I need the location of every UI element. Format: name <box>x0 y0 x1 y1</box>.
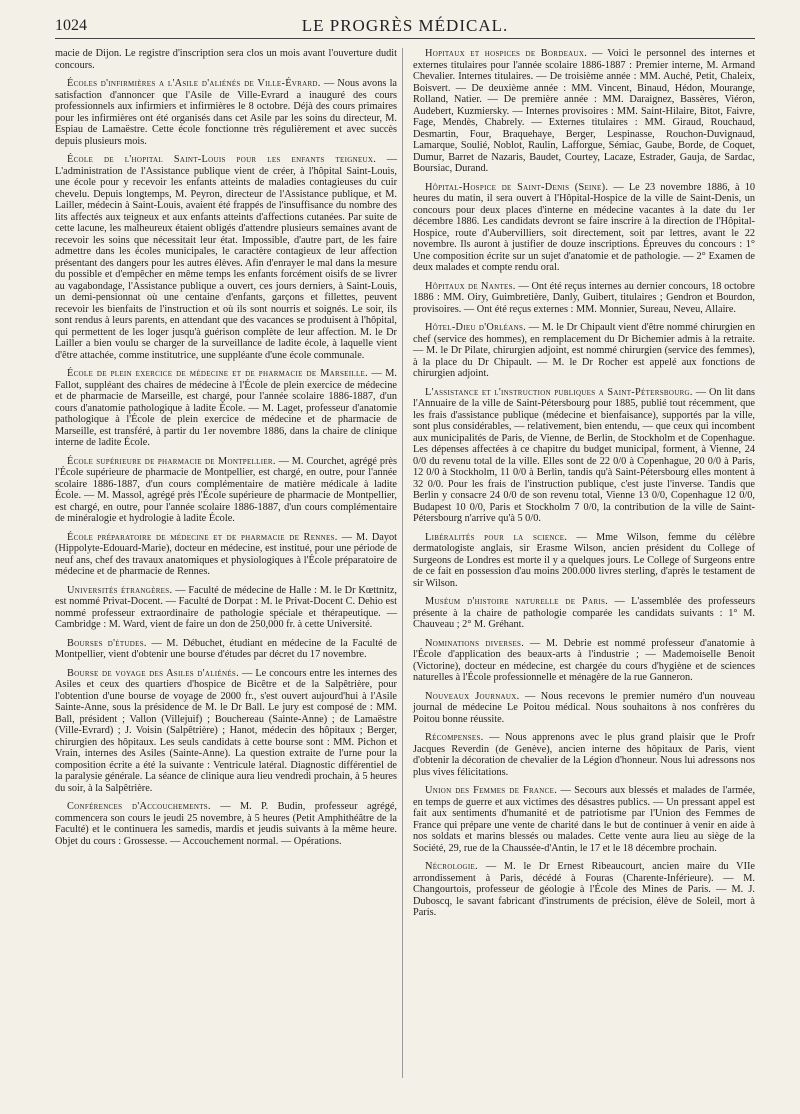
page-header <box>55 14 755 39</box>
article-paragraph <box>413 532 755 590</box>
left-column <box>55 48 397 854</box>
article-paragraph <box>413 732 755 778</box>
article-paragraph <box>55 668 397 795</box>
article-paragraph <box>55 368 397 449</box>
article-heading: Hôpitaux de Nantes. <box>425 280 516 292</box>
article-body: — Le 23 novembre 1886, à 10 heures du matin, il sera ouvert à l'Hôpital-Hospice de la ville de Saint-Denis, un concours pour deux places d'interne en médecine vacantes à la date du 1er décembre 1886. Les candidats devront se faire inscrire à la direction de l'Hôpital-Hospice, route d'Aubervilliers, soit directement, soit par lettres, avant le 22 novembre. Ils auront à justifier de douze inscriptions. Épreuves du concours : 1° Une composition écrite sur un sujet d'anatomie et de pathologie. — 2° Examen de deux malades et compte rendu oral. <box>413 181 756 273</box>
article-body: — Mme Wilson, femme du célèbre dermatologiste anglais, sir Erasme Wilson, ancien président du College of Surgeons de Londres est morte il y a quelques jours. Le College of Surgeons entre de ce fait en possession d'au moins 200.000 livres sterling, d'après le testament de sir Wilson. <box>413 531 755 589</box>
article-paragraph <box>55 532 397 578</box>
article-paragraph <box>55 78 397 147</box>
article-body: — On lit dans l'Annuaire de la ville de Saint-Pétersbourg pour 1885, publié tout récemment, que les frais d'assistance publique (médecine et bienfaisance), supportés par la ville, sont plus considérables, — relativement, bien entendu, — que ceux qui incombent aux municipalités de Paris, de Vienne, de Berlin, de Stockholm et de Copenhague. Les dépenses affectées à ce chapitre du budget municipal, forment, à Vienne, 24 0/0 du revenu total de la ville. Elles sont de 22 0/0 à Copenhague, 20 0/0 à Paris, 12 0/0 à Stockholm, 11 0/0 à Berlin, tandis qu'à Saint-Pétersbourg elles montent à 32 0/0. Pour les frais de l'instruction publique, c'est juste l'inverse. Tandis que Berlin y consacre 24 0/0 de son revenu total, Vienne 13 0/0, Copenhague 12 0/0, Budapest 10 0/0, Paris et Stockholm 7 0/0, la contribution de la ville de Saint-Pétersbourg n'arrive qu'à 5 0/0. <box>413 386 756 524</box>
article-paragraph <box>413 785 755 854</box>
article-body: — M. P. Budin, professeur agrégé, commencera son cours le jeudi 25 novembre, à 5 heures (Petit Amphithéâtre de la Faculté) et le continuera les samedis, mardis et jeudis suivants à la même heure. Objet du cours : Grossesse. — Accouchement normal. — Opérations. <box>55 801 398 847</box>
article-heading: Universités étrangères. <box>67 584 173 596</box>
article-body: — M. Debrie est nommé professeur d'anatomie à l'École d'application des beaux-arts à l'industrie ; — Mademoiselle Benoit (Victorine), docteur en médecine, est chargée du cours d'hygiène et de sciences naturelles à l'École professionnelle et ménagère de la rue Ganneron. <box>413 637 755 683</box>
article-heading: Nécrologie. <box>425 861 478 872</box>
article-heading: Libéralités pour la science. <box>425 531 568 543</box>
article-body: — L'administration de l'Assistance publique vient de créer, à l'hôpital Saint-Louis, une école pour y recevoir les enfants atteints de maladies contagieuses du cuir chevelu. Depuis longtemps, M. Peyron, directeur de l'Assistance publique, et M. Lailler, médecin à Saint-Louis, avaient été frappés de l'insuffisance du nombre des lits affectés aux teigneux et aux enfants atteints d'affections cutanées. Par suite de cette lacune, les malheureux étaient obligés d'attendre plusieurs semaines avant de recevoir les soins que nécessitait leur état. Impossible, d'autre part, de les faire admettre dans les écoles municipales, le caractère contagieux de leur affection présentant des dangers pour les autres élèves. Afin d'enrayer le mal dans la mesure du possible et d'empêcher en même temps les enfants forcément oisifs de se livrer au vagabondage, l'Assistance publique a ouvert, ces jours derniers, à Saint-Louis, un demi-pensionnat où une centaine d'enfants, garçons et fillettes, peuvent recevoir les bienfaits de l'instruction et où ils sont nourris et soignés. Le soir, ils sont rendus à leurs parents, en attendant que des vacances se produisent à l'hôpital, qui permettent de les loger jusqu'à guérison complète de leur affection. M. le Dr Lailler a bien voulu se charger de la surveillance de ladite école, à laquelle vient d'être attachée, comme institutrice, une suppléante d'une école communale. <box>55 154 397 361</box>
article-heading: Bourse de voyage des Asiles d'aliénés. <box>67 667 239 679</box>
article-heading: Écoles d'infirmières a l'Asile d'aliénés de Ville-Évrard. <box>67 78 321 89</box>
article-paragraph <box>55 638 397 661</box>
right-column <box>413 48 755 926</box>
article-body: — M. Débuchet, étudiant en médecine de la Faculté de Montpellier, vient d'obtenir une bourse d'études par décret du 17 novembre. <box>55 637 398 660</box>
article-body: — Le concours entre les internes des Asiles et ceux des quartiers d'hospice de Bicêtre et de la Salpêtrière, pour l'obtention d'une bourse de voyage de 2000 fr., s'est ouvert aujourd'hui à l'Asile Sainte-Anne, sous la présidence de M. le Dr Ball. Le jury est composé de : MM. Ball, président ; Vallon (Villejuif) ; Bouchereau (Sainte-Anne) ; de Lamaëstre (Ville-Evrard) ; J. Voisin (Salpêtrière) ; Hanot, médecin des hôpitaux ; Berger, chirurgien des hôpitaux. Les seuls candidats à cette bourse sont : MM. Pichon et Vrain, internes des Asiles (Sainte-Anne). La question extraite de l'urne pour la composition écrite a été la suivante : Ventricule latéral. Diagnostic différentiel de la paralysie générale. La séance de clinique aura lieu vendredi prochain, à 5 heures du soir, à la Salpêtrière. <box>55 667 398 794</box>
article-heading: Union des Femmes de France. <box>425 785 558 796</box>
article-paragraph <box>55 154 397 361</box>
article-body: — L'assemblée des professeurs présente à la chaire de pathologie comparée les candidats suivants : 1° M. Chauveau ; 2° M. Gréhant. <box>413 596 755 630</box>
article-paragraph <box>413 861 755 919</box>
page-number: 1024 <box>55 17 87 34</box>
article-heading: Récompenses. <box>425 732 484 743</box>
article-paragraph <box>413 281 755 316</box>
article-heading: Hôtel-Dieu d'Orléans. <box>425 322 527 333</box>
article-body: — M. le Dr Chipault vient d'être nommé chirurgien en chef (service des hommes), en remplacement du Dr Bichemier admis à la retraite. — M. le Dr Pilate, chirurgien adjoint, est nommé chirurgien (service des femmes), à la place du Dr Chipault. — M. le Dr Rocher est appelé aux fonctions de chirurgien adjoint. <box>413 322 755 379</box>
article-heading: École de l'hopital Saint-Louis pour les enfants teigneux. <box>67 154 377 165</box>
article-paragraph <box>413 691 755 726</box>
article-paragraph <box>413 182 755 274</box>
article-body: — Nous avons la satisfaction d'annoncer que l'Asile de Ville-Evrard a inauguré des cours professionnels aux infirmiers et infirmières le 8 octobre. Déjà des cours primaires pour les infirmières ont été organisés dans cet Asile par les soins du directeur, M. Espiau de Lamaëstre. Cette école fonctionne très régulièrement et avec succès depuis plusieurs mois. <box>55 78 398 147</box>
article-paragraph <box>413 387 755 525</box>
article-heading: École de plein exercice de médecine et de pharmacie de Marseille. <box>67 368 368 379</box>
article-heading: Hopitaux et hospices de Bordeaux. <box>425 48 588 59</box>
article-body: macie de Dijon. Le registre d'inscription sera clos un mois avant l'ouverture dudit concours. <box>55 48 397 71</box>
article-body: — Ont été reçus internes au dernier concours, 18 octobre 1886 : MM. Oiry, Guimbretière, Danly, Guibert, titulaires ; Gendron et Bourdon, provisoires. — Ont été reçus externes : MM. Monnier, Sureau, Neveu, Allaire. <box>413 280 755 315</box>
article-heading: Nominations diverses. <box>425 637 525 649</box>
article-body: — M. Fallot, suppléant des chaires de médecine à l'École de plein exercice de médecine et de pharmacie de Marseille, est chargé, pour l'année scolaire 1886-1887, d'un cours d'anatomie pathologique à ladite École. — M. Laget, professeur d'anatomie pathologique à l'École de plein exercice de médecine et de pharmacie de Marseille, est transféré, à partir du 1er novembre 1886, dans la chaire de clinique interne de ladite École. <box>55 368 397 448</box>
article-paragraph <box>413 638 755 684</box>
article-paragraph <box>55 801 397 847</box>
article-heading: Muséum d'histoire naturelle de Paris. <box>425 596 609 607</box>
article-body: — Nous recevons le premier numéro d'un nouveau journal de médecine Le Poitou médical. Nous souhaitons à nos confrères du Poitou bonne réussite. <box>413 690 756 725</box>
article-body: — Voici le personnel des internes et externes titulaires pour l'année scolaire 1886-1887 : Premier interne, M. Armand Chevalier. Internes titulaires. — De troisième année : MM. Auché, Petit, Chaleix, Boisvert. — De deuxième année : MM. Vincent, Binaud, Hédon, Mourange, Rolland, Natier. — De première année : MM. Daraignez, Bassères, Viéron, Audebert, Kuzmiersky. — Internes provisoires : MM. Saint-Hilaire, Bitot, Faivre, Fage, Mendès, Chabrely. — Externes titulaires : MM. Giraud, Rouchaud, Desmartin, Four, Braquehaye, Berger, Lespinasse, Rouchon-Duvignaud, Lamarque, Soulié, Noblot, Raulin, Lafforgue, Sémiac, Gaube, Borde, de Coquet, Dumur, Barret de Nazaris, Baudet, Courtey, Lacaze, Estrader, Gauja, de Sardac, Boursiac, Durand. <box>413 48 756 174</box>
article-paragraph <box>55 456 397 525</box>
article-body: — M. Courchet, agrégé près l'École supérieure de pharmacie de Montpellier, est chargé, en outre, pour l'année scolaire 1886-1887, d'un cours complémentaire de matière médicale à ladite École. — M. Massol, agrégé près l'École supérieure de pharmacie de Montpellier, est chargé, en outre, pour l'année scolaire 1886-1887, d'un cours complémentaire de minéralogie et hydrologie à ladite École. <box>55 455 397 524</box>
article-body: — M. le Dr Ernest Ribeaucourt, ancien maire du VIIe arrondissement à Paris, décédé à Fouras (Charente-Inférieure). — M. Changourtois, professeur de géologie à l'École des Mines de Paris. — M. J. Duboscq, le savant fabricant d'instruments de précision, élève de Soleil, mort à Paris. <box>413 861 755 918</box>
article-paragraph <box>55 585 397 631</box>
article-heading: Bourses d'études. <box>67 637 147 649</box>
column-divider <box>402 48 403 1078</box>
article-heading: Hôpital-Hospice de Saint-Denis (Seine). <box>425 181 609 193</box>
article-heading: Nouveaux Journaux. <box>425 690 520 702</box>
article-body: — Secours aux blessés et malades de l'armée, en temps de guerre et aux victimes des désastres publics. — Un pressant appel est fait aux sentiments d'humanité et de patriotisme par l'Union des Femmes de France qui prépare une vente de charité dans le but de continuer à venir en aide à nos soldats et marins blessés ou malades. Cette vente aura lieu au siège de la Société, 29, rue de la Chaussée-d'Antin, le 17 et le 18 décembre prochain. <box>413 785 756 854</box>
journal-title: LE PROGRÈS MÉDICAL. <box>301 16 509 35</box>
article-paragraph <box>413 322 755 380</box>
article-body: — Faculté de médecine de Halle : M. le Dr Kœttnitz, est nommé Privat-Docent. — Faculté de Dorpat : M. le Privat-Docent C. Dehio est nommé professeur extraordinaire de pathologie spéciale et thérapeutique. — Cambridge : M. Ward, vient de faire un don de 250,000 fr. à cette Université. <box>55 584 397 630</box>
article-heading: Conférences d'Accouchements. <box>67 801 211 812</box>
article-heading: L'assistance et l'instruction publiques a Saint-Pétersbourg. <box>425 386 693 398</box>
article-body: — M. Dayot (Hippolyte-Edouard-Marie), docteur en médecine, est institué, pour une période de neuf ans, chef des travaux anatomiques et physiologiques à l'École préparatoire de médecine et de pharmacie de Rennes. <box>55 531 398 577</box>
article-paragraph <box>413 48 755 175</box>
article-paragraph <box>55 48 397 71</box>
article-body: — Nous apprenons avec le plus grand plaisir que le Profr Jacques Reverdin (de Genève), ancien interne des hôpitaux de Paris, vient d'obtenir la décoration de chevalier de la Légion d'honneur. Nous lui adressons nos plus vives félicitations. <box>413 732 755 778</box>
article-paragraph <box>413 596 755 631</box>
article-heading: École supérieure de pharmacie de Montpellier. <box>67 455 276 467</box>
article-heading: École préparatoire de médecine et de pharmacie de Rennes. <box>67 531 338 543</box>
